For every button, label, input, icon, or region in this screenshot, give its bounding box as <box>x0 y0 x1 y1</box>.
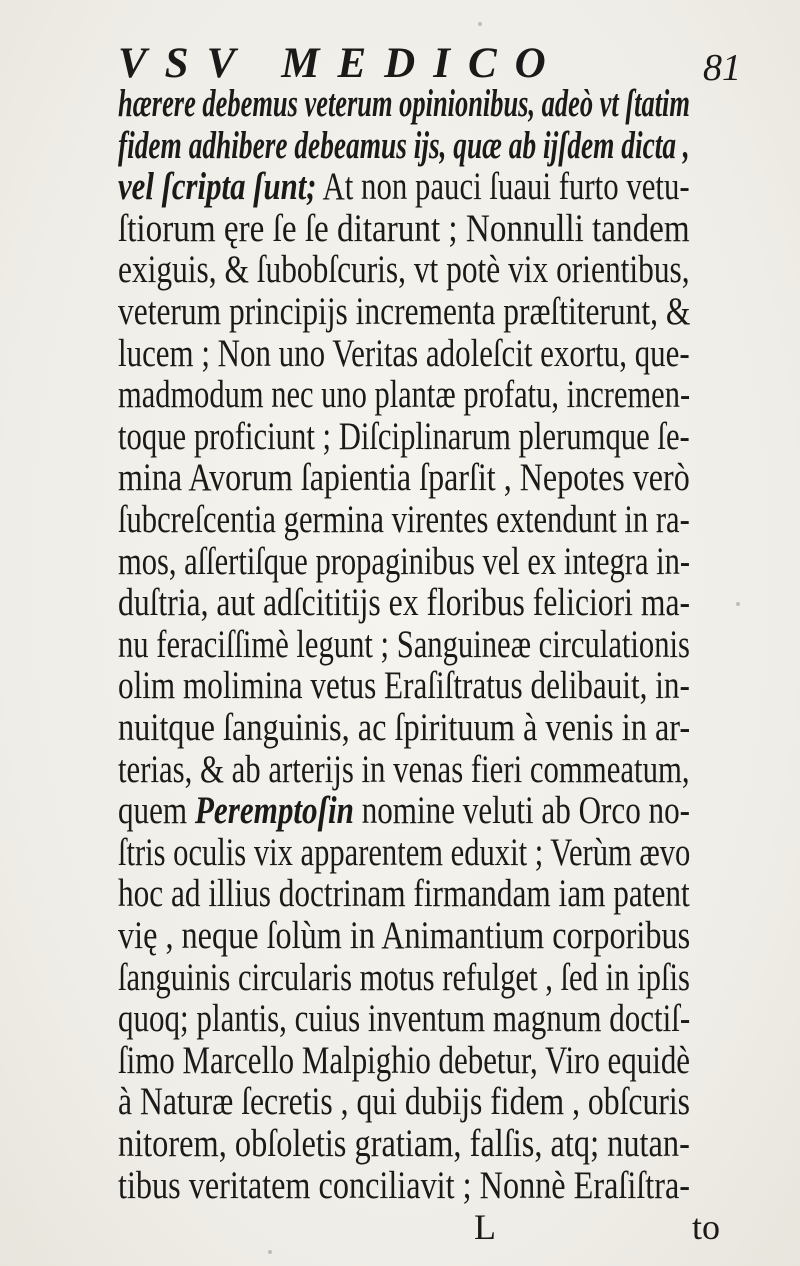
text-line <box>118 623 690 667</box>
text-line <box>118 748 690 792</box>
italic-text-segment: vel ſcripta ſunt; <box>118 165 317 209</box>
text-segment: lucem ; Non uno Veritas adoleſcit exortu, que- <box>118 331 690 375</box>
text-segment: ſubcreſcentia germina virentes extendunt in ra- <box>118 498 690 541</box>
text-line <box>118 498 690 542</box>
text-segment: à Naturæ ſecretis , qui dubijs fidem , obſcuris <box>118 1080 691 1124</box>
text-line <box>118 332 690 376</box>
text-line <box>118 290 690 334</box>
text-segment: ſanguinis circularis motus refulget , ſed in ipſis <box>118 955 690 999</box>
text-line <box>118 914 690 958</box>
page-number: 81 <box>703 47 741 89</box>
text-line <box>118 831 690 875</box>
paper-speck <box>736 602 740 606</box>
italic-text-segment: hærere debemus veterum opinionibus, adeò vt ſtatim <box>118 82 690 125</box>
italic-text-segment: Peremptoſin <box>194 789 354 833</box>
text-segment: ſtiorum ęre ſe ſe ditarunt ; Nonnulli tandem <box>118 206 690 250</box>
text-segment: nuitque ſanguinis, ac ſpirituum à venis in ar- <box>118 706 691 749</box>
text-line <box>118 1039 690 1083</box>
text-line <box>118 872 690 916</box>
paper-speck <box>268 1250 272 1254</box>
text-line <box>118 581 690 625</box>
text-segment: tibus veritatem conciliavit ; Nonnè Eraſiſtra- <box>118 1163 691 1207</box>
catchword: to <box>692 1207 721 1247</box>
text-segment: toque proficiunt ; Diſciplinarum plerumque ſe- <box>118 414 690 458</box>
text-segment: duſtria, aut adſcititijs ex floribus feliciori ma- <box>118 581 691 625</box>
text-line <box>118 415 690 459</box>
text-line <box>118 956 690 1000</box>
text-segment: ſtris oculis vix apparentem eduxit ; Verùm ævo <box>118 830 691 874</box>
text-line <box>118 456 690 500</box>
text-line <box>118 1122 690 1166</box>
text-line <box>118 124 690 168</box>
text-line <box>118 789 690 833</box>
text-segment: madmodum nec uno plantæ profatu, incremen- <box>118 373 691 417</box>
text-line <box>118 82 690 126</box>
text-segment: exiguis, & ſubobſcuris, vt potè vix orientibus, <box>118 248 690 292</box>
italic-text-segment: fidem adhibere debeamus ijs, quæ ab ijſdem dicta , <box>118 123 690 167</box>
signature-mark: L <box>474 1207 496 1247</box>
text-line <box>118 540 690 584</box>
text-segment: hoc ad illius doctrinam firmandam iam patent <box>118 872 690 916</box>
text-segment: quem <box>118 789 195 833</box>
text-line <box>118 1080 690 1124</box>
text-line <box>118 997 690 1041</box>
text-line <box>118 248 690 292</box>
text-segment: veterum principijs incrementa præſtiterunt, & <box>118 290 691 333</box>
text-line <box>118 706 690 750</box>
text-segment: quoq; plantis, cuius inventum magnum doctiſ- <box>118 997 691 1041</box>
text-segment: mina Avorum ſapientia ſparſit , Nepotes verò <box>118 456 690 500</box>
text-line <box>118 1164 690 1208</box>
text-segment: ſimo Marcello Malpighio debetur, Viro equidè <box>118 1038 691 1082</box>
text-line <box>118 207 690 251</box>
page-footer <box>0 1205 800 1255</box>
text-segment: mos, aſſertiſque propaginibus vel ex integra in- <box>118 539 691 583</box>
text-segment: vię , neque ſolùm in Animantium corporibus <box>118 914 691 957</box>
text-line <box>118 165 690 209</box>
running-title: VSV MEDICO <box>118 40 564 87</box>
paper-speck <box>478 22 482 26</box>
text-segment: At non pauci ſuaui furto vetu- <box>316 165 690 209</box>
text-segment: nitorem, obſoletis gratiam, falſis, atq; nutan- <box>118 1122 690 1165</box>
text-segment: nu feraciſſimè legunt ; Sanguineæ circulationis <box>118 622 690 666</box>
text-line <box>118 664 690 708</box>
text-line <box>118 373 690 417</box>
text-segment: nomine veluti ab Orco no- <box>353 789 691 833</box>
text-segment: terias, & ab arterijs in venas fieri commeatum, <box>118 747 690 791</box>
text-segment: olim molimina vetus Eraſiſtratus delibauit, in- <box>118 664 690 708</box>
